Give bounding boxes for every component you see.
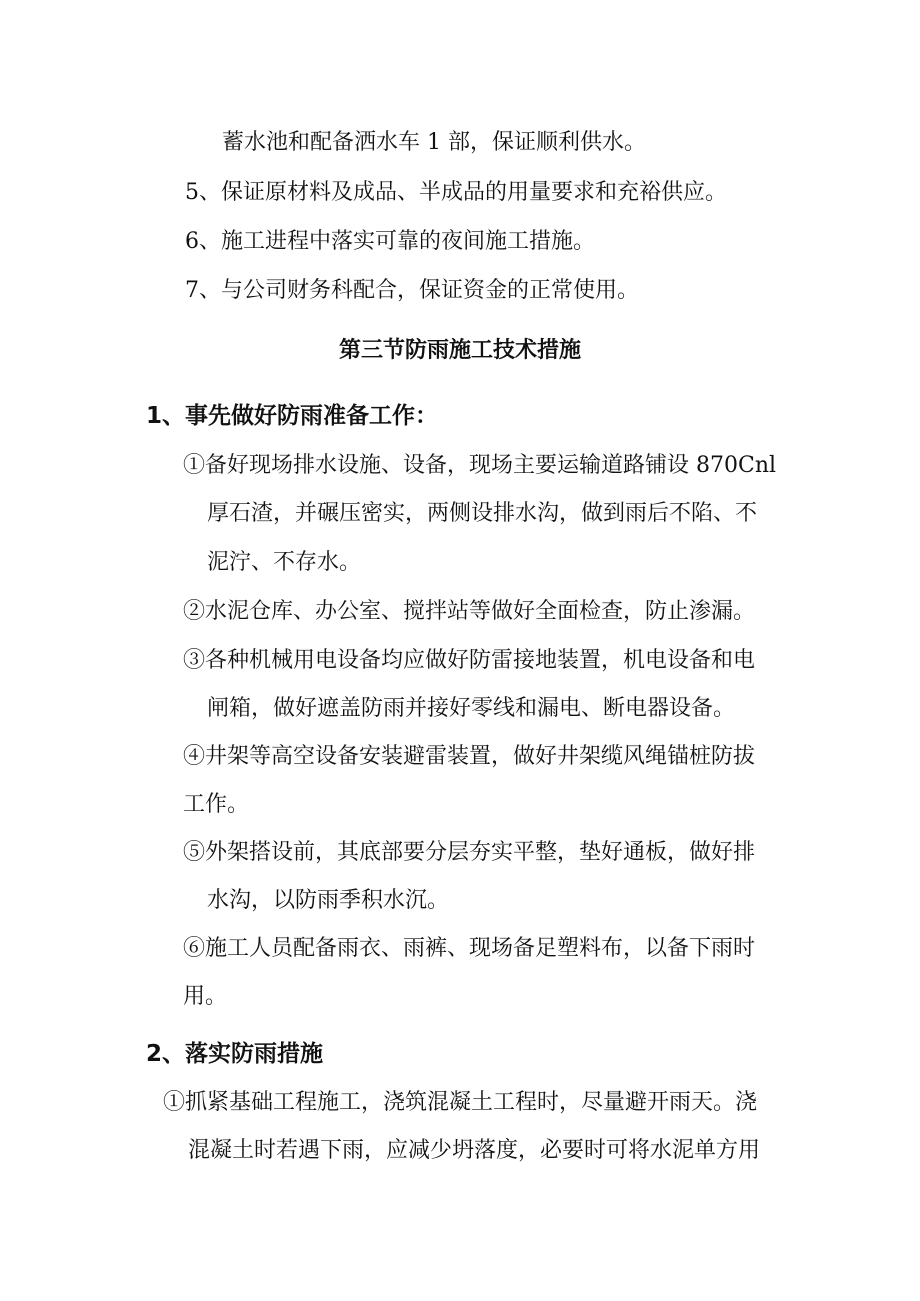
item-6-line-1: ⑥施工人员配备雨衣、雨裤、现场备足塑料布，以备下雨时 <box>183 936 756 961</box>
list-item-6: 6、施工进程中落实可靠的夜间施工措施。 <box>185 229 595 254</box>
heading-2: 2、落实防雨措施 <box>146 1041 324 1067</box>
heading-1: 1、事先做好防雨准备工作： <box>146 403 439 429</box>
measure-1-line-1: ①抓紧基础工程施工，浇筑混凝土工程时，尽量避开雨天。浇 <box>163 1090 758 1115</box>
item-1-line-1: ①备好现场排水设施、设备，现场主要运输道路铺设 870Cnl <box>183 453 777 478</box>
item-1-line-2: 厚石渣，并碾压密实，两侧设排水沟，做到雨后不陷、不 <box>207 501 758 526</box>
item-1-line-3: 泥泞、不存水。 <box>207 550 362 575</box>
section-title: 第三节防雨施工技术措施 <box>338 338 581 363</box>
list-item-5: 5、保证原材料及成品、半成品的用量要求和充裕供应。 <box>185 180 727 205</box>
item-5-line-1: ⑤外架搭设前，其底部要分层夯实平整，垫好通板，做好排 <box>183 840 756 865</box>
item-5-line-2: 水沟，以防雨季积水沉。 <box>207 888 450 913</box>
measure-1-line-2: 混凝土时若遇下雨，应减少坍落度，必要时可将水泥单方用 <box>188 1138 761 1163</box>
item-2-line-1: ②水泥仓库、办公室、搅拌站等做好全面检查，防止渗漏。 <box>183 599 756 624</box>
list-item-7: 7、与公司财务科配合，保证资金的正常使用。 <box>185 278 639 303</box>
item-4-line-1: ④井架等高空设备安装避雷装置，做好井架缆风绳锚桩防拔 <box>183 744 756 769</box>
item-3-line-1: ③各种机械用电设备均应做好防雷接地装置，机电设备和电 <box>183 648 756 673</box>
item-6-line-2: 用。 <box>183 984 228 1009</box>
item-4-line-2: 工作。 <box>183 792 250 817</box>
item-3-line-2: 闸箱，做好遮盖防雨并接好零线和漏电、断电器设备。 <box>207 696 736 721</box>
paragraph-line: 蓄水池和配备洒水车 1 部，保证顺利供水。 <box>222 130 646 155</box>
